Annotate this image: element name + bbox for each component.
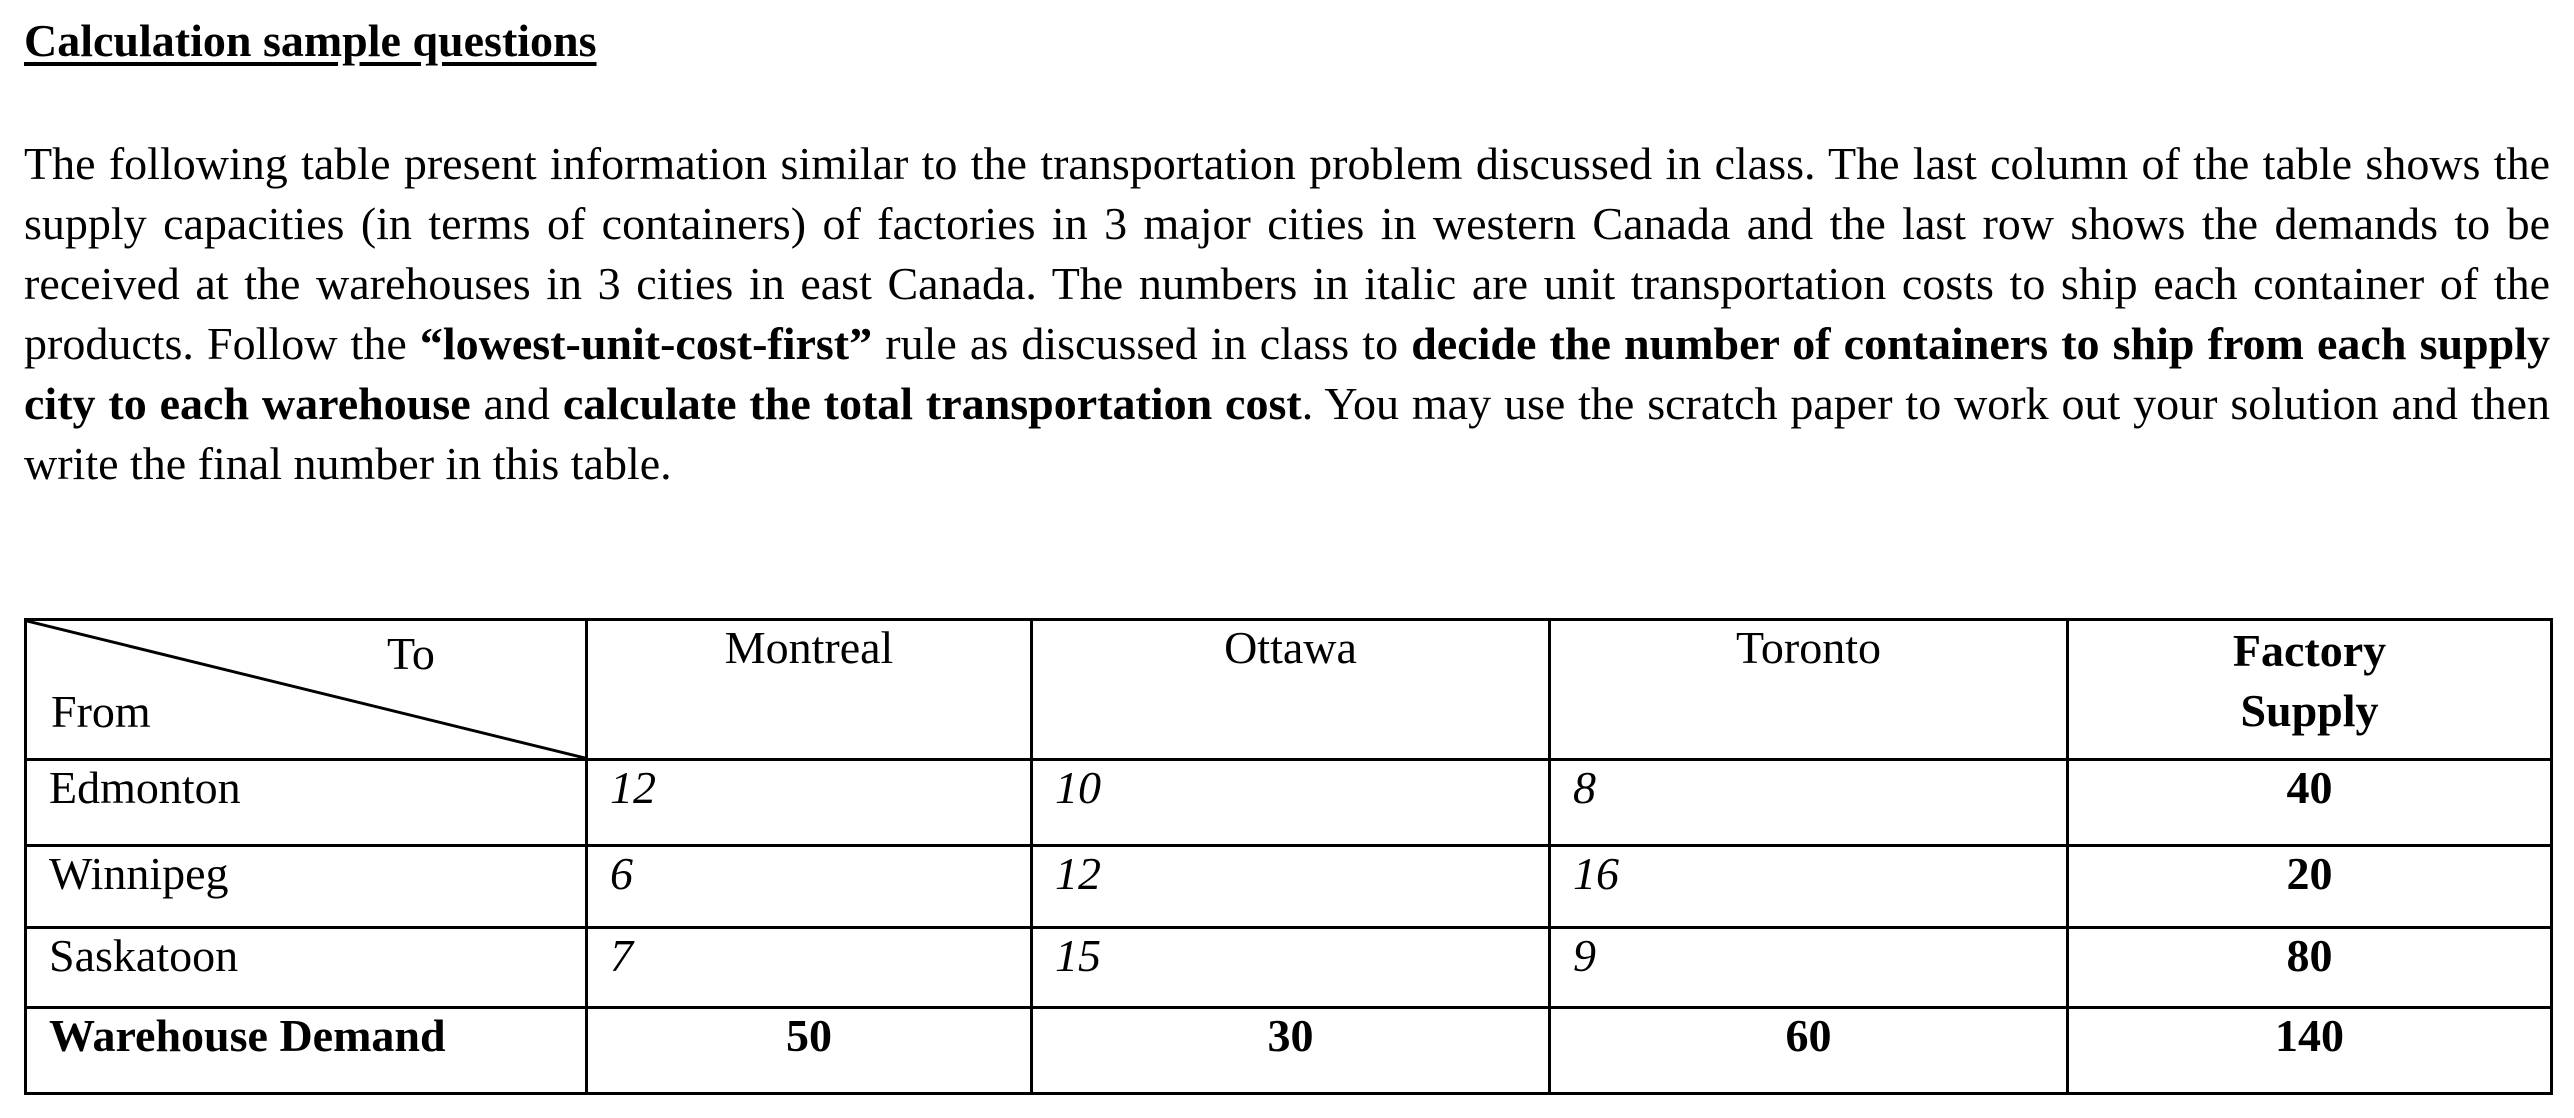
paragraph-text: and bbox=[470, 378, 563, 429]
paragraph-bold-task-2: calculate the total transportation cost bbox=[562, 378, 1302, 429]
supply-header-line: Factory bbox=[2232, 625, 2387, 676]
unit-cost-cell: 9 bbox=[1550, 928, 2068, 1008]
table-row bbox=[26, 760, 2552, 846]
unit-cost-cell: 15 bbox=[1032, 928, 1550, 1008]
corner-from-label: From bbox=[51, 686, 151, 737]
warehouse-demand-label: Warehouse Demand bbox=[26, 1008, 587, 1094]
demand-row bbox=[26, 1008, 2552, 1094]
demand-cell: 30 bbox=[1032, 1008, 1550, 1094]
row-from-city: Saskatoon bbox=[26, 928, 587, 1008]
paragraph-text: . You may use the scratch paper to work out your solution and then write the final number in this table. bbox=[24, 378, 2550, 489]
header-destination: Montreal bbox=[587, 620, 1032, 760]
table-row bbox=[26, 928, 2552, 1008]
table-row bbox=[26, 846, 2552, 928]
supply-cell: 20 bbox=[2068, 846, 2552, 928]
supply-header-line: Supply bbox=[2240, 685, 2379, 736]
header-destination: Toronto bbox=[1550, 620, 2068, 760]
corner-cell bbox=[26, 620, 587, 760]
supply-cell: 40 bbox=[2068, 760, 2552, 846]
unit-cost-cell: 16 bbox=[1550, 846, 2068, 928]
paragraph-text: rule as discussed in class to bbox=[872, 318, 1412, 369]
paragraph-bold-task-1: decide the number of containers to ship from each supply city to each warehouse bbox=[24, 318, 2550, 429]
unit-cost-cell: 6 bbox=[587, 846, 1032, 928]
paragraph-bold-rule: “lowest-unit-cost-first” bbox=[419, 318, 873, 369]
unit-cost-cell: 8 bbox=[1550, 760, 2068, 846]
page-title: Calculation sample questions bbox=[24, 15, 597, 66]
paragraph-text: The following table present information similar to the transportation problem discussed in class. The last column of the table shows the supply capacities (in terms of containers) of factories in 3 major cities in western Canada and the last row shows the demands to be received at the warehouses in 3 cities in east Canada. The numbers in italic are unit transportation costs to ship each container of the products. Follow the bbox=[24, 138, 2550, 369]
instructions-paragraph bbox=[24, 134, 2550, 494]
transportation-table bbox=[24, 618, 2553, 1095]
demand-cell: 50 bbox=[587, 1008, 1032, 1094]
table-header-row bbox=[26, 620, 2552, 760]
unit-cost-cell: 12 bbox=[1032, 846, 1550, 928]
header-factory-supply bbox=[2068, 620, 2552, 760]
row-from-city: Winnipeg bbox=[26, 846, 587, 928]
total-cell: 140 bbox=[2068, 1008, 2552, 1094]
demand-cell: 60 bbox=[1550, 1008, 2068, 1094]
header-destination: Ottawa bbox=[1032, 620, 1550, 760]
corner-to-label: To bbox=[387, 628, 435, 679]
supply-cell: 80 bbox=[2068, 928, 2552, 1008]
unit-cost-cell: 10 bbox=[1032, 760, 1550, 846]
unit-cost-cell: 12 bbox=[587, 760, 1032, 846]
unit-cost-cell: 7 bbox=[587, 928, 1032, 1008]
row-from-city: Edmonton bbox=[26, 760, 587, 846]
